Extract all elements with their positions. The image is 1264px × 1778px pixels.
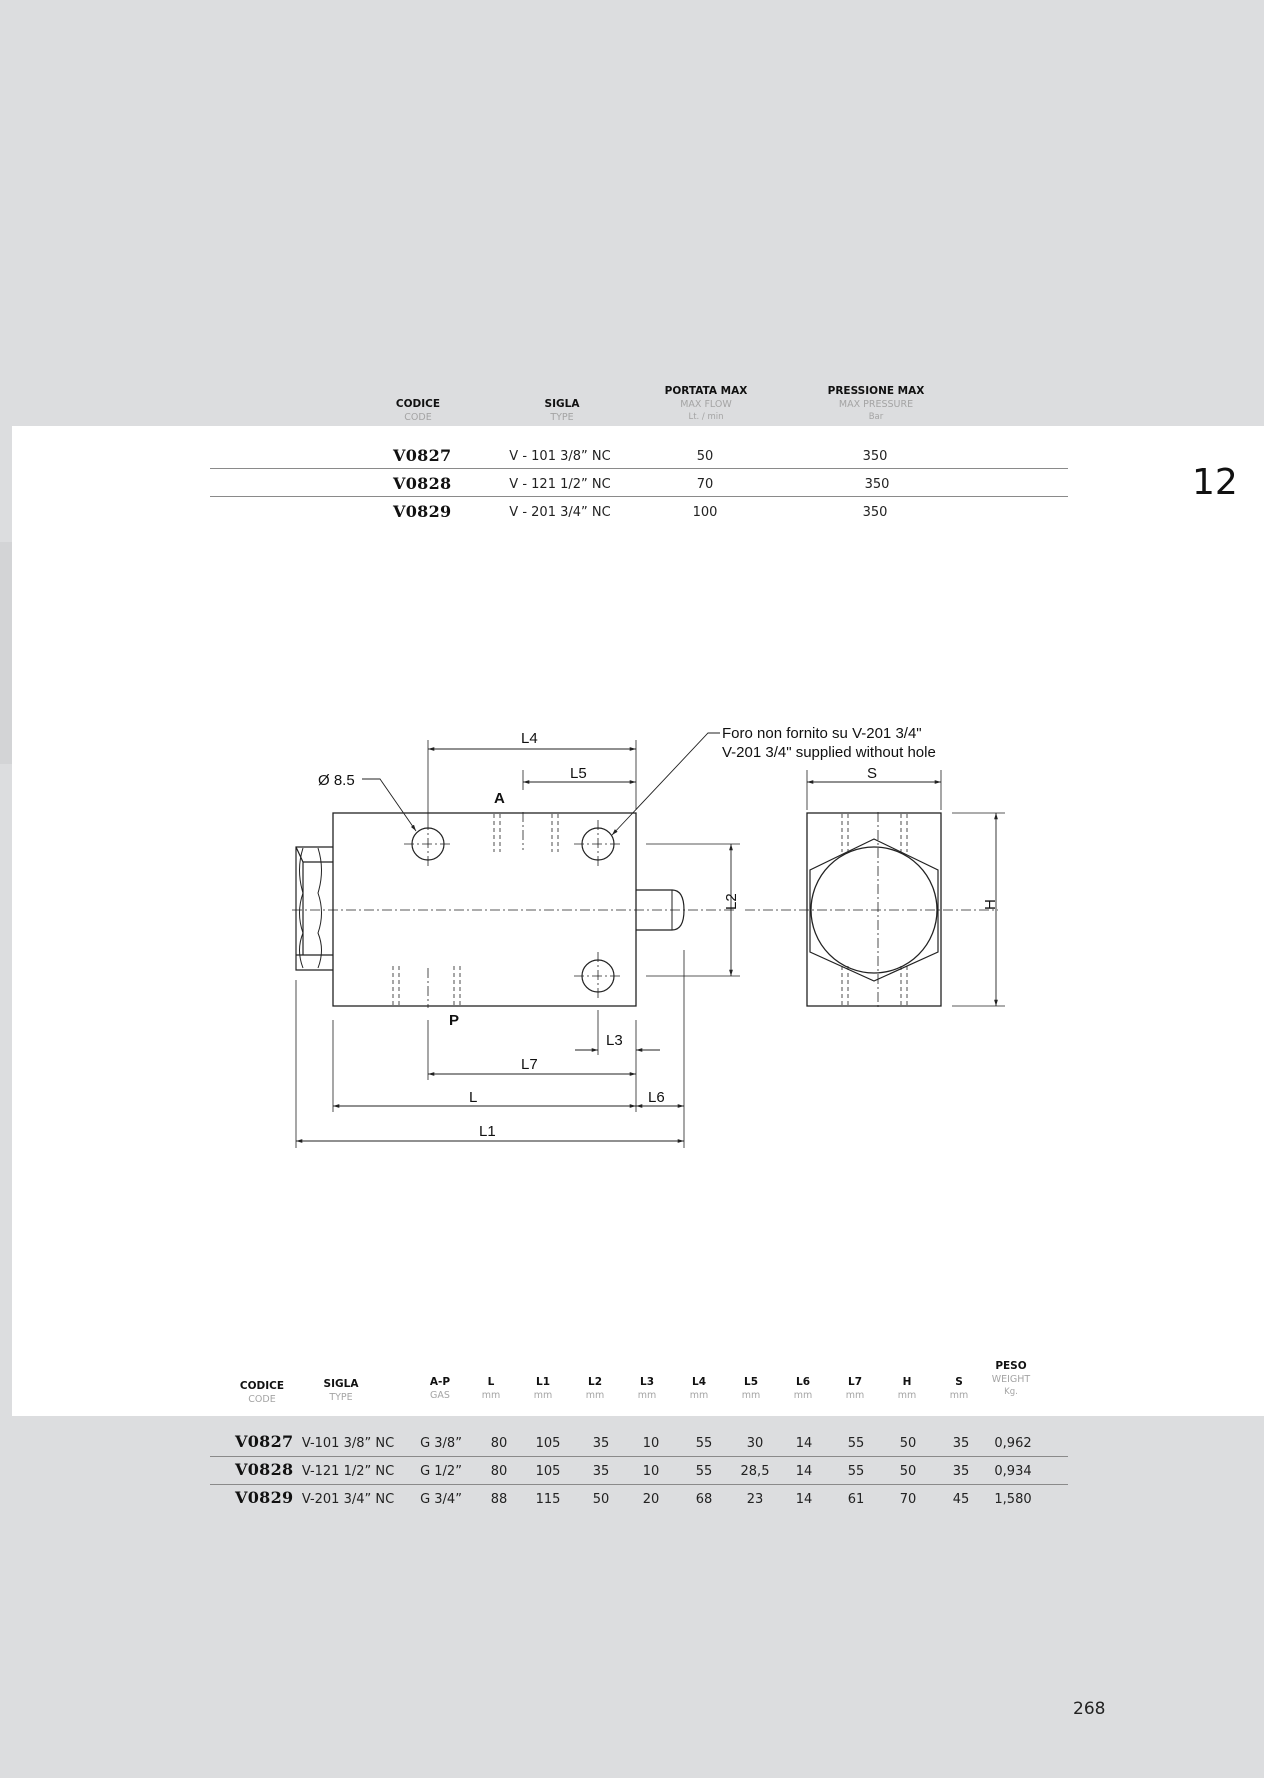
t1-type: V - 201 3/4” NC	[509, 505, 611, 520]
t2-code: V0828	[235, 1460, 294, 1479]
t1-header-pressure: PRESSIONE MAX MAX PRESSURE Bar	[827, 385, 925, 422]
chapter-number: 12	[1192, 462, 1238, 503]
t2-ap: G 3/8”	[420, 1436, 462, 1451]
label-l1: L1	[479, 1123, 496, 1140]
t2-l3: 10	[642, 1436, 660, 1451]
t2-weight: 0,934	[994, 1464, 1032, 1479]
t2-l3: 20	[642, 1492, 660, 1507]
t2-l5: 28,5	[740, 1464, 770, 1479]
t1-pressure: 350	[862, 449, 888, 464]
t2-l4: 55	[695, 1436, 713, 1451]
t1-header-flow: PORTATA MAX MAX FLOW Lt. / min	[664, 385, 748, 422]
t1-header-type: SIGLA TYPE	[544, 398, 580, 423]
t2-l2: 35	[592, 1436, 610, 1451]
t2-l6: 14	[795, 1436, 813, 1451]
t2-ap: G 1/2”	[420, 1464, 462, 1479]
t2-h: 50	[899, 1464, 917, 1479]
t1-pressure: 350	[864, 477, 890, 492]
t2-l: 80	[490, 1436, 508, 1451]
t1-type: V - 121 1/2” NC	[509, 477, 611, 492]
t2-header-l2: L2 mm	[585, 1376, 605, 1401]
t2-weight: 0,962	[994, 1436, 1032, 1451]
t2-header-h: H mm	[897, 1376, 917, 1401]
t2-l1: 105	[535, 1464, 561, 1479]
leader-diameter	[362, 779, 416, 831]
label-l3: L3	[606, 1032, 623, 1049]
t2-code: V0827	[235, 1432, 294, 1451]
t2-l7: 61	[847, 1492, 865, 1507]
t1-flow: 50	[696, 449, 714, 464]
t2-l7: 55	[847, 1436, 865, 1451]
side-view-body	[807, 813, 941, 1006]
t2-header-type: SIGLA TYPE	[323, 1378, 359, 1403]
t2-ap: G 3/4”	[420, 1492, 462, 1507]
label-h: H	[982, 899, 999, 910]
t2-weight: 1,580	[994, 1492, 1032, 1507]
t2-s: 35	[952, 1464, 970, 1479]
t2-l6: 14	[795, 1492, 813, 1507]
t1-header-code: CODICE CODE	[395, 398, 441, 423]
label-port-a: A	[494, 790, 505, 807]
t2-header-ap: A-P GAS	[429, 1376, 451, 1401]
leader-note	[612, 733, 720, 835]
t2-type: V-101 3/8” NC	[301, 1436, 395, 1451]
t2-s: 35	[952, 1436, 970, 1451]
label-l4: L4	[521, 730, 538, 747]
t2-l4: 55	[695, 1464, 713, 1479]
t2-code: V0829	[235, 1488, 294, 1507]
t2-header-code: CODICE CODE	[239, 1380, 285, 1405]
valve-body	[333, 813, 636, 1006]
t2-header-l: L mm	[481, 1376, 501, 1401]
t2-h: 70	[899, 1492, 917, 1507]
t2-header-l5: L5 mm	[741, 1376, 761, 1401]
label-l: L	[469, 1089, 478, 1106]
t2-s: 45	[952, 1492, 970, 1507]
t1-code: V0828	[393, 474, 452, 493]
label-l2: L2	[723, 893, 740, 910]
label-l7: L7	[521, 1056, 538, 1073]
t1-flow: 70	[696, 477, 714, 492]
t2-l6: 14	[795, 1464, 813, 1479]
t1-code: V0829	[393, 502, 452, 521]
page-number: 268	[1073, 1699, 1106, 1719]
t2-l2: 50	[592, 1492, 610, 1507]
label-s: S	[867, 765, 878, 782]
t1-pressure: 350	[862, 505, 888, 520]
t2-header-s: S mm	[949, 1376, 969, 1401]
label-port-p: P	[449, 1012, 460, 1029]
label-l6: L6	[648, 1089, 665, 1106]
t2-l7: 55	[847, 1464, 865, 1479]
t2-l: 88	[490, 1492, 508, 1507]
t2-l3: 10	[642, 1464, 660, 1479]
t2-header-l1: L1 mm	[533, 1376, 553, 1401]
t1-code: V0827	[393, 446, 452, 465]
t2-l1: 105	[535, 1436, 561, 1451]
label-diameter: Ø 8.5	[318, 772, 355, 789]
t2-l1: 115	[535, 1492, 561, 1507]
label-l5: L5	[570, 765, 587, 782]
t2-divider	[210, 1456, 1068, 1457]
t2-header-l3: L3 mm	[637, 1376, 657, 1401]
t2-header-weight: PESO WEIGHT Kg.	[991, 1360, 1031, 1397]
t2-divider	[210, 1484, 1068, 1485]
t2-type: V-121 1/2” NC	[301, 1464, 395, 1479]
hex-nut	[296, 847, 333, 970]
t2-header-l7: L7 mm	[845, 1376, 865, 1401]
note-it: Foro non fornito su V-201 3/4"	[722, 725, 922, 742]
t2-l: 80	[490, 1464, 508, 1479]
t2-l5: 30	[746, 1436, 764, 1451]
t2-type: V-201 3/4” NC	[301, 1492, 395, 1507]
t1-type: V - 101 3/8” NC	[509, 449, 611, 464]
t2-l2: 35	[592, 1464, 610, 1479]
t2-header-l4: L4 mm	[689, 1376, 709, 1401]
t2-l5: 23	[746, 1492, 764, 1507]
t2-header-l6: L6 mm	[793, 1376, 813, 1401]
note-en: V-201 3/4" supplied without hole	[722, 744, 936, 761]
t1-flow: 100	[692, 505, 718, 520]
t2-l4: 68	[695, 1492, 713, 1507]
t2-h: 50	[899, 1436, 917, 1451]
